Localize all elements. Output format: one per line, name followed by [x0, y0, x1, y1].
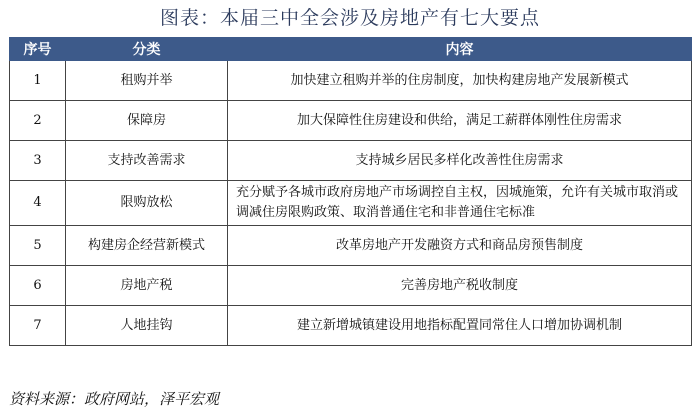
- row-num: 7: [10, 306, 66, 346]
- row-category: 房地产税: [66, 266, 228, 306]
- header-num: 序号: [10, 38, 66, 61]
- row-content: 建立新增城镇建设用地指标配置同常住人口增加协调机制: [228, 306, 692, 346]
- row-category: 人地挂钩: [66, 306, 228, 346]
- row-content: 完善房地产税收制度: [228, 266, 692, 306]
- figure-title: 图表：本届三中全会涉及房地产有七大要点: [159, 7, 540, 29]
- row-category: 租购并举: [66, 61, 228, 101]
- row-num: 2: [10, 101, 66, 141]
- table-row: [10, 226, 692, 266]
- row-num: 1: [10, 61, 66, 101]
- row-category: 保障房: [66, 101, 228, 141]
- source-note: 资料来源：政府网站，泽平宏观: [9, 390, 220, 408]
- row-num: 3: [10, 141, 66, 181]
- header-category: 分类: [66, 38, 228, 61]
- row-num: 4: [10, 181, 66, 226]
- table-row: [10, 266, 692, 306]
- row-num: 6: [10, 266, 66, 306]
- row-content: 改革房地产开发融资方式和商品房预售制度: [228, 226, 692, 266]
- row-content: 支持城乡居民多样化改善性住房需求: [228, 141, 692, 181]
- row-content: 加快建立租购并举的住房制度，加快构建房地产发展新模式: [228, 61, 692, 101]
- row-category: 支持改善需求: [66, 141, 228, 181]
- table-row: [10, 61, 692, 101]
- row-content: 充分赋予各城市政府房地产市场调控自主权，因城施策，允许有关城市取消或调减住房限购政策、取消普通住宅和非普通住宅标准: [228, 181, 692, 226]
- data-table-container: [9, 37, 692, 346]
- table-header-row: [10, 38, 692, 61]
- row-content: 加大保障性住房建设和供给，满足工薪群体刚性住房需求: [228, 101, 692, 141]
- row-category: 限购放松: [66, 181, 228, 226]
- table-row: [10, 141, 692, 181]
- table-row: [10, 306, 692, 346]
- row-category: 构建房企经营新模式: [66, 226, 228, 266]
- table-row: [10, 181, 692, 226]
- table-row: [10, 101, 692, 141]
- header-content: 内容: [228, 38, 692, 61]
- row-num: 5: [10, 226, 66, 266]
- data-table: [9, 37, 692, 346]
